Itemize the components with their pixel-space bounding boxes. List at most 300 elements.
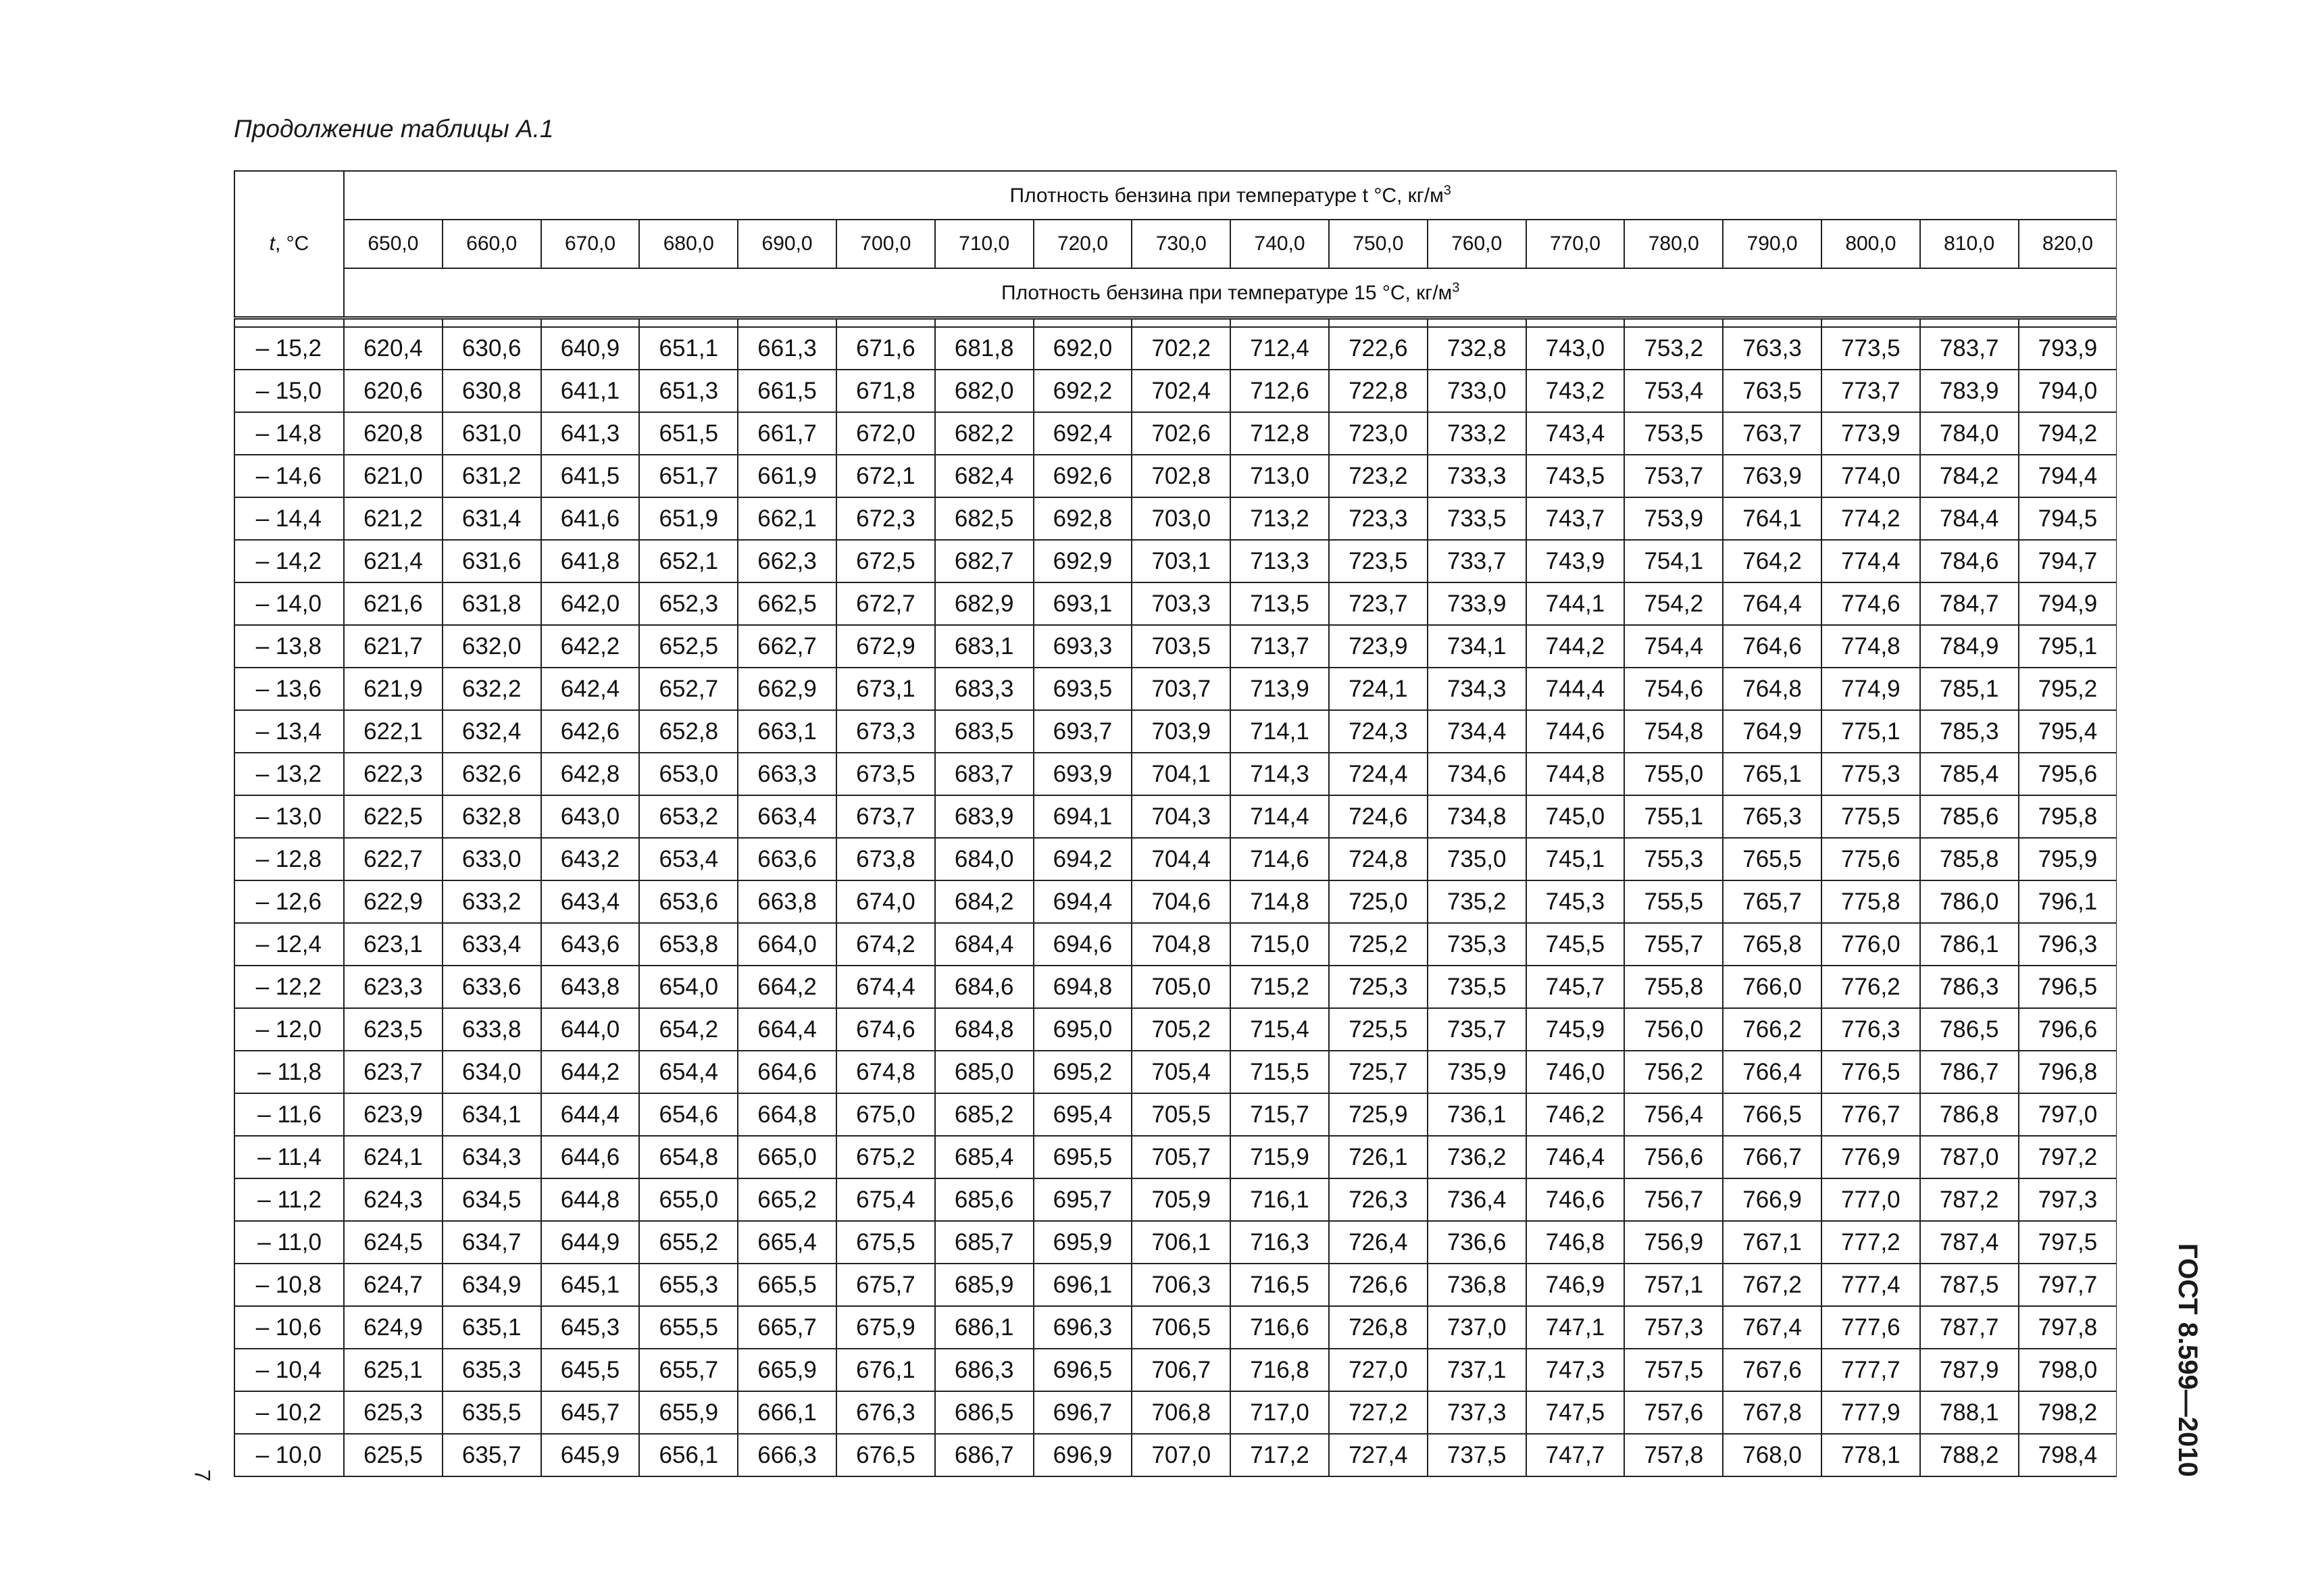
density-cell: 672,5 — [836, 540, 935, 582]
density-cell: 621,7 — [344, 625, 443, 668]
density-cell: 643,6 — [541, 923, 640, 966]
density-cell: 747,1 — [1526, 1306, 1625, 1349]
density-cell: 744,1 — [1526, 582, 1625, 625]
density-cell: 705,4 — [1132, 1051, 1230, 1093]
density-cell: 641,3 — [541, 412, 640, 455]
density-cell: 743,9 — [1526, 540, 1625, 582]
density-cell: 796,3 — [2019, 923, 2117, 966]
density-cell: 733,2 — [1428, 412, 1526, 455]
density-cell: 756,4 — [1624, 1093, 1723, 1136]
density-cell: 787,0 — [1920, 1136, 2019, 1178]
table-row — [234, 1434, 2117, 1476]
density-cell: 694,6 — [1034, 923, 1132, 966]
separator-cell — [443, 318, 541, 328]
density-cell: 713,7 — [1230, 625, 1329, 668]
density-cell: 684,2 — [935, 880, 1034, 923]
column-header: 690,0 — [738, 220, 836, 268]
density-cell: 685,0 — [935, 1051, 1034, 1093]
table-row — [234, 880, 2117, 923]
density-cell: 776,0 — [1821, 923, 1920, 966]
density-cell: 676,3 — [836, 1391, 935, 1434]
density-cell: 663,3 — [738, 753, 836, 795]
density-cell: 765,3 — [1723, 795, 1821, 838]
density-cell: 623,3 — [344, 966, 443, 1008]
density-cell: 743,2 — [1526, 370, 1625, 412]
density-cell: 692,9 — [1034, 540, 1132, 582]
density-cell: 714,1 — [1230, 710, 1329, 753]
table-row — [234, 412, 2117, 455]
density-cell: 632,2 — [443, 668, 541, 710]
density-cell: 661,5 — [738, 370, 836, 412]
density-cell: 735,3 — [1428, 923, 1526, 966]
header-row-columns — [234, 220, 2117, 268]
density-cell: 633,4 — [443, 923, 541, 966]
density-cell: 733,5 — [1428, 497, 1526, 540]
density-cell: 643,8 — [541, 966, 640, 1008]
density-cell: 784,6 — [1920, 540, 2019, 582]
table-row — [234, 795, 2117, 838]
density-cell: 635,7 — [443, 1434, 541, 1476]
density-cell: 724,1 — [1329, 668, 1428, 710]
density-cell: 621,9 — [344, 668, 443, 710]
density-cell: 696,3 — [1034, 1306, 1132, 1349]
density-cell: 645,7 — [541, 1391, 640, 1434]
density-cell: 692,2 — [1034, 370, 1132, 412]
density-cell: 722,6 — [1329, 327, 1428, 370]
density-cell: 797,3 — [2019, 1178, 2117, 1221]
density-cell: 785,1 — [1920, 668, 2019, 710]
density-cell: 695,7 — [1034, 1178, 1132, 1221]
density-cell: 744,6 — [1526, 710, 1625, 753]
density-cell: 704,6 — [1132, 880, 1230, 923]
density-cell: 624,1 — [344, 1136, 443, 1178]
column-header: 820,0 — [2019, 220, 2117, 268]
density-cell: 755,8 — [1624, 966, 1723, 1008]
temperature-cell: – 12,8 — [234, 838, 344, 880]
density-cell: 693,7 — [1034, 710, 1132, 753]
density-cell: 764,4 — [1723, 582, 1821, 625]
density-cell: 756,9 — [1624, 1221, 1723, 1264]
density-cell: 776,7 — [1821, 1093, 1920, 1136]
density-cell: 644,9 — [541, 1221, 640, 1264]
density-cell: 766,0 — [1723, 966, 1821, 1008]
density-cell: 732,8 — [1428, 327, 1526, 370]
density-cell: 746,8 — [1526, 1221, 1625, 1264]
separator-cell — [344, 318, 443, 328]
density-cell: 705,0 — [1132, 966, 1230, 1008]
density-cell: 634,0 — [443, 1051, 541, 1093]
density-cell: 655,0 — [639, 1178, 738, 1221]
temperature-cell: – 11,4 — [234, 1136, 344, 1178]
density-table-container — [234, 170, 2117, 1588]
density-cell: 754,2 — [1624, 582, 1723, 625]
density-cell: 764,9 — [1723, 710, 1821, 753]
density-cell: 783,9 — [1920, 370, 2019, 412]
density-cell: 736,4 — [1428, 1178, 1526, 1221]
density-cell: 713,3 — [1230, 540, 1329, 582]
density-cell: 746,9 — [1526, 1264, 1625, 1306]
density-cell: 794,5 — [2019, 497, 2117, 540]
density-cell: 673,1 — [836, 668, 935, 710]
density-cell: 622,3 — [344, 753, 443, 795]
density-cell: 624,5 — [344, 1221, 443, 1264]
density-cell: 764,2 — [1723, 540, 1821, 582]
density-cell: 665,9 — [738, 1349, 836, 1391]
density-cell: 683,9 — [935, 795, 1034, 838]
density-cell: 706,8 — [1132, 1391, 1230, 1434]
density-cell: 767,8 — [1723, 1391, 1821, 1434]
density-cell: 743,0 — [1526, 327, 1625, 370]
table-row — [234, 668, 2117, 710]
density-cell: 645,9 — [541, 1434, 640, 1476]
stub-unit: , °C — [275, 232, 309, 255]
separator-cell — [1230, 318, 1329, 328]
density-cell: 642,8 — [541, 753, 640, 795]
density-cell: 682,0 — [935, 370, 1034, 412]
density-cell: 676,1 — [836, 1349, 935, 1391]
density-cell: 705,7 — [1132, 1136, 1230, 1178]
density-cell: 796,5 — [2019, 966, 2117, 1008]
density-cell: 654,6 — [639, 1093, 738, 1136]
density-cell: 692,0 — [1034, 327, 1132, 370]
temperature-cell: – 12,2 — [234, 966, 344, 1008]
density-cell: 723,7 — [1329, 582, 1428, 625]
density-cell: 796,6 — [2019, 1008, 2117, 1051]
density-cell: 753,9 — [1624, 497, 1723, 540]
density-cell: 755,1 — [1624, 795, 1723, 838]
density-cell: 631,4 — [443, 497, 541, 540]
density-cell: 644,0 — [541, 1008, 640, 1051]
density-cell: 746,4 — [1526, 1136, 1625, 1178]
density-cell: 745,9 — [1526, 1008, 1625, 1051]
column-header: 790,0 — [1723, 220, 1821, 268]
header-separator — [234, 318, 2117, 328]
density-cell: 702,4 — [1132, 370, 1230, 412]
density-cell: 787,9 — [1920, 1349, 2019, 1391]
density-cell: 665,7 — [738, 1306, 836, 1349]
density-cell: 654,4 — [639, 1051, 738, 1093]
density-cell: 632,0 — [443, 625, 541, 668]
density-cell: 661,3 — [738, 327, 836, 370]
density-cell: 798,4 — [2019, 1434, 2117, 1476]
density-cell: 655,2 — [639, 1221, 738, 1264]
density-cell: 798,0 — [2019, 1349, 2117, 1391]
temperature-cell: – 13,2 — [234, 753, 344, 795]
density-cell: 775,3 — [1821, 753, 1920, 795]
density-cell: 644,2 — [541, 1051, 640, 1093]
separator-cell — [1920, 318, 2019, 328]
density-cell: 753,7 — [1624, 455, 1723, 497]
density-cell: 695,9 — [1034, 1221, 1132, 1264]
density-cell: 775,8 — [1821, 880, 1920, 923]
density-cell: 744,2 — [1526, 625, 1625, 668]
density-cell: 725,9 — [1329, 1093, 1428, 1136]
density-cell: 763,9 — [1723, 455, 1821, 497]
density-cell: 716,3 — [1230, 1221, 1329, 1264]
density-cell: 736,2 — [1428, 1136, 1526, 1178]
density-cell: 725,2 — [1329, 923, 1428, 966]
density-cell: 786,0 — [1920, 880, 2019, 923]
density-cell: 796,1 — [2019, 880, 2117, 923]
density-cell: 795,8 — [2019, 795, 2117, 838]
table-row — [234, 838, 2117, 880]
stub-header — [234, 171, 344, 318]
density-cell: 666,1 — [738, 1391, 836, 1434]
density-cell: 743,5 — [1526, 455, 1625, 497]
density-cell: 797,5 — [2019, 1221, 2117, 1264]
density-cell: 714,8 — [1230, 880, 1329, 923]
density-cell: 665,2 — [738, 1178, 836, 1221]
density-cell: 715,9 — [1230, 1136, 1329, 1178]
density-cell: 706,1 — [1132, 1221, 1230, 1264]
density-cell: 672,0 — [836, 412, 935, 455]
density-cell: 685,7 — [935, 1221, 1034, 1264]
density-cell: 685,6 — [935, 1178, 1034, 1221]
density-cell: 705,2 — [1132, 1008, 1230, 1051]
density-cell: 765,8 — [1723, 923, 1821, 966]
density-cell: 784,2 — [1920, 455, 2019, 497]
density-cell: 621,6 — [344, 582, 443, 625]
density-cell: 642,0 — [541, 582, 640, 625]
stub-t: t — [269, 232, 275, 255]
density-cell: 656,1 — [639, 1434, 738, 1476]
density-cell: 694,1 — [1034, 795, 1132, 838]
density-cell: 622,1 — [344, 710, 443, 753]
density-cell: 702,2 — [1132, 327, 1230, 370]
density-cell: 754,1 — [1624, 540, 1723, 582]
density-cell: 704,3 — [1132, 795, 1230, 838]
column-header: 810,0 — [1920, 220, 2019, 268]
density-cell: 685,9 — [935, 1264, 1034, 1306]
density-cell: 661,7 — [738, 412, 836, 455]
density-cell: 674,0 — [836, 880, 935, 923]
density-cell: 703,0 — [1132, 497, 1230, 540]
density-cell: 703,1 — [1132, 540, 1230, 582]
density-cell: 716,5 — [1230, 1264, 1329, 1306]
density-cell: 707,0 — [1132, 1434, 1230, 1476]
density-cell: 662,3 — [738, 540, 836, 582]
temperature-cell: – 13,8 — [234, 625, 344, 668]
density-cell: 726,1 — [1329, 1136, 1428, 1178]
density-cell: 672,3 — [836, 497, 935, 540]
density-cell: 703,3 — [1132, 582, 1230, 625]
density-cell: 725,7 — [1329, 1051, 1428, 1093]
density-cell: 795,6 — [2019, 753, 2117, 795]
density-cell: 682,5 — [935, 497, 1034, 540]
density-cell: 713,0 — [1230, 455, 1329, 497]
density-cell: 632,4 — [443, 710, 541, 753]
density-cell: 634,1 — [443, 1093, 541, 1136]
density-cell: 713,9 — [1230, 668, 1329, 710]
density-cell: 645,1 — [541, 1264, 640, 1306]
table-row — [234, 455, 2117, 497]
density-cell: 737,1 — [1428, 1349, 1526, 1391]
density-cell: 788,2 — [1920, 1434, 2019, 1476]
density-cell: 705,9 — [1132, 1178, 1230, 1221]
density-cell: 713,5 — [1230, 582, 1329, 625]
density-cell: 655,5 — [639, 1306, 738, 1349]
density-cell: 766,2 — [1723, 1008, 1821, 1051]
separator-cell — [2019, 318, 2117, 328]
density-cell: 756,6 — [1624, 1136, 1723, 1178]
density-cell: 664,6 — [738, 1051, 836, 1093]
density-cell: 778,1 — [1821, 1434, 1920, 1476]
density-cell: 793,9 — [2019, 327, 2117, 370]
table-row — [234, 540, 2117, 582]
density-cell: 726,3 — [1329, 1178, 1428, 1221]
table-row — [234, 1391, 2117, 1434]
density-cell: 714,3 — [1230, 753, 1329, 795]
density-cell: 653,6 — [639, 880, 738, 923]
density-cell: 794,4 — [2019, 455, 2117, 497]
density-cell: 786,5 — [1920, 1008, 2019, 1051]
density-cell: 712,8 — [1230, 412, 1329, 455]
density-cell: 633,2 — [443, 880, 541, 923]
density-cell: 756,2 — [1624, 1051, 1723, 1093]
separator-cell — [1526, 318, 1625, 328]
density-cell: 786,3 — [1920, 966, 2019, 1008]
density-cell: 696,9 — [1034, 1434, 1132, 1476]
column-header: 660,0 — [443, 220, 541, 268]
separator-cell — [1034, 318, 1132, 328]
density-cell: 635,5 — [443, 1391, 541, 1434]
density-cell: 717,0 — [1230, 1391, 1329, 1434]
density-cell: 734,4 — [1428, 710, 1526, 753]
density-cell: 733,0 — [1428, 370, 1526, 412]
density-cell: 632,8 — [443, 795, 541, 838]
density-cell: 794,2 — [2019, 412, 2117, 455]
density-cell: 641,6 — [541, 497, 640, 540]
density-cell: 745,3 — [1526, 880, 1625, 923]
density-cell: 765,7 — [1723, 880, 1821, 923]
density-cell: 755,5 — [1624, 880, 1723, 923]
density-cell: 692,4 — [1034, 412, 1132, 455]
density-cell: 768,0 — [1723, 1434, 1821, 1476]
density-cell: 686,3 — [935, 1349, 1034, 1391]
separator-cell — [1132, 318, 1230, 328]
density-cell: 665,4 — [738, 1221, 836, 1264]
density-cell: 724,6 — [1329, 795, 1428, 838]
density-cell: 712,6 — [1230, 370, 1329, 412]
density-cell: 631,6 — [443, 540, 541, 582]
density-cell: 745,1 — [1526, 838, 1625, 880]
density-cell: 644,8 — [541, 1178, 640, 1221]
density-cell: 663,8 — [738, 880, 836, 923]
density-cell: 735,0 — [1428, 838, 1526, 880]
density-cell: 692,6 — [1034, 455, 1132, 497]
density-cell: 682,9 — [935, 582, 1034, 625]
density-cell: 735,7 — [1428, 1008, 1526, 1051]
density-cell: 776,3 — [1821, 1008, 1920, 1051]
density-cell: 664,0 — [738, 923, 836, 966]
column-header: 720,0 — [1034, 220, 1132, 268]
density-cell: 736,6 — [1428, 1221, 1526, 1264]
density-cell: 621,0 — [344, 455, 443, 497]
temperature-cell: – 15,2 — [234, 327, 344, 370]
density-cell: 686,5 — [935, 1391, 1034, 1434]
density-cell: 767,6 — [1723, 1349, 1821, 1391]
density-cell: 767,4 — [1723, 1306, 1821, 1349]
document-code: ГОСТ 8.599—2010 — [2173, 1243, 2203, 1477]
density-cell: 754,8 — [1624, 710, 1723, 753]
density-cell: 733,3 — [1428, 455, 1526, 497]
density-cell: 652,8 — [639, 710, 738, 753]
density-cell: 696,5 — [1034, 1349, 1132, 1391]
temperature-cell: – 12,4 — [234, 923, 344, 966]
density-cell: 623,9 — [344, 1093, 443, 1136]
density-cell: 654,0 — [639, 966, 738, 1008]
density-cell: 635,1 — [443, 1306, 541, 1349]
density-cell: 652,3 — [639, 582, 738, 625]
density-cell: 773,9 — [1821, 412, 1920, 455]
density-cell: 747,7 — [1526, 1434, 1625, 1476]
density-cell: 786,8 — [1920, 1093, 2019, 1136]
density-cell: 723,9 — [1329, 625, 1428, 668]
density-cell: 774,6 — [1821, 582, 1920, 625]
density-cell: 674,6 — [836, 1008, 935, 1051]
density-cell: 686,1 — [935, 1306, 1034, 1349]
density-cell: 634,5 — [443, 1178, 541, 1221]
page-number: 7 — [190, 1469, 215, 1482]
density-cell: 737,0 — [1428, 1306, 1526, 1349]
density-cell: 676,5 — [836, 1434, 935, 1476]
density-cell: 675,9 — [836, 1306, 935, 1349]
temperature-cell: – 14,6 — [234, 455, 344, 497]
density-cell: 704,8 — [1132, 923, 1230, 966]
density-cell: 735,5 — [1428, 966, 1526, 1008]
density-cell: 723,3 — [1329, 497, 1428, 540]
density-cell: 703,5 — [1132, 625, 1230, 668]
density-cell: 706,7 — [1132, 1349, 1230, 1391]
density-cell: 744,8 — [1526, 753, 1625, 795]
density-cell: 715,5 — [1230, 1051, 1329, 1093]
density-cell: 714,4 — [1230, 795, 1329, 838]
density-cell: 795,4 — [2019, 710, 2117, 753]
table-body — [234, 327, 2117, 1476]
density-cell: 683,3 — [935, 668, 1034, 710]
density-cell: 672,7 — [836, 582, 935, 625]
density-cell: 624,3 — [344, 1178, 443, 1221]
separator-cell — [935, 318, 1034, 328]
table-row — [234, 1093, 2117, 1136]
density-cell: 794,0 — [2019, 370, 2117, 412]
density-cell: 642,2 — [541, 625, 640, 668]
density-cell: 675,4 — [836, 1178, 935, 1221]
temperature-cell: – 10,2 — [234, 1391, 344, 1434]
density-cell: 724,3 — [1329, 710, 1428, 753]
density-cell: 717,2 — [1230, 1434, 1329, 1476]
density-cell: 784,7 — [1920, 582, 2019, 625]
column-header: 710,0 — [935, 220, 1034, 268]
column-header: 740,0 — [1230, 220, 1329, 268]
density-cell: 652,5 — [639, 625, 738, 668]
density-cell: 727,2 — [1329, 1391, 1428, 1434]
separator-cell — [836, 318, 935, 328]
table-row — [234, 1264, 2117, 1306]
density-cell: 795,1 — [2019, 625, 2117, 668]
density-cell: 684,4 — [935, 923, 1034, 966]
density-cell: 634,9 — [443, 1264, 541, 1306]
density-cell: 798,2 — [2019, 1391, 2117, 1434]
density-cell: 673,5 — [836, 753, 935, 795]
temperature-cell: – 14,8 — [234, 412, 344, 455]
table-row — [234, 497, 2117, 540]
density-cell: 704,4 — [1132, 838, 1230, 880]
temperature-cell: – 10,4 — [234, 1349, 344, 1391]
density-cell: 642,6 — [541, 710, 640, 753]
density-cell: 631,0 — [443, 412, 541, 455]
density-cell: 774,4 — [1821, 540, 1920, 582]
